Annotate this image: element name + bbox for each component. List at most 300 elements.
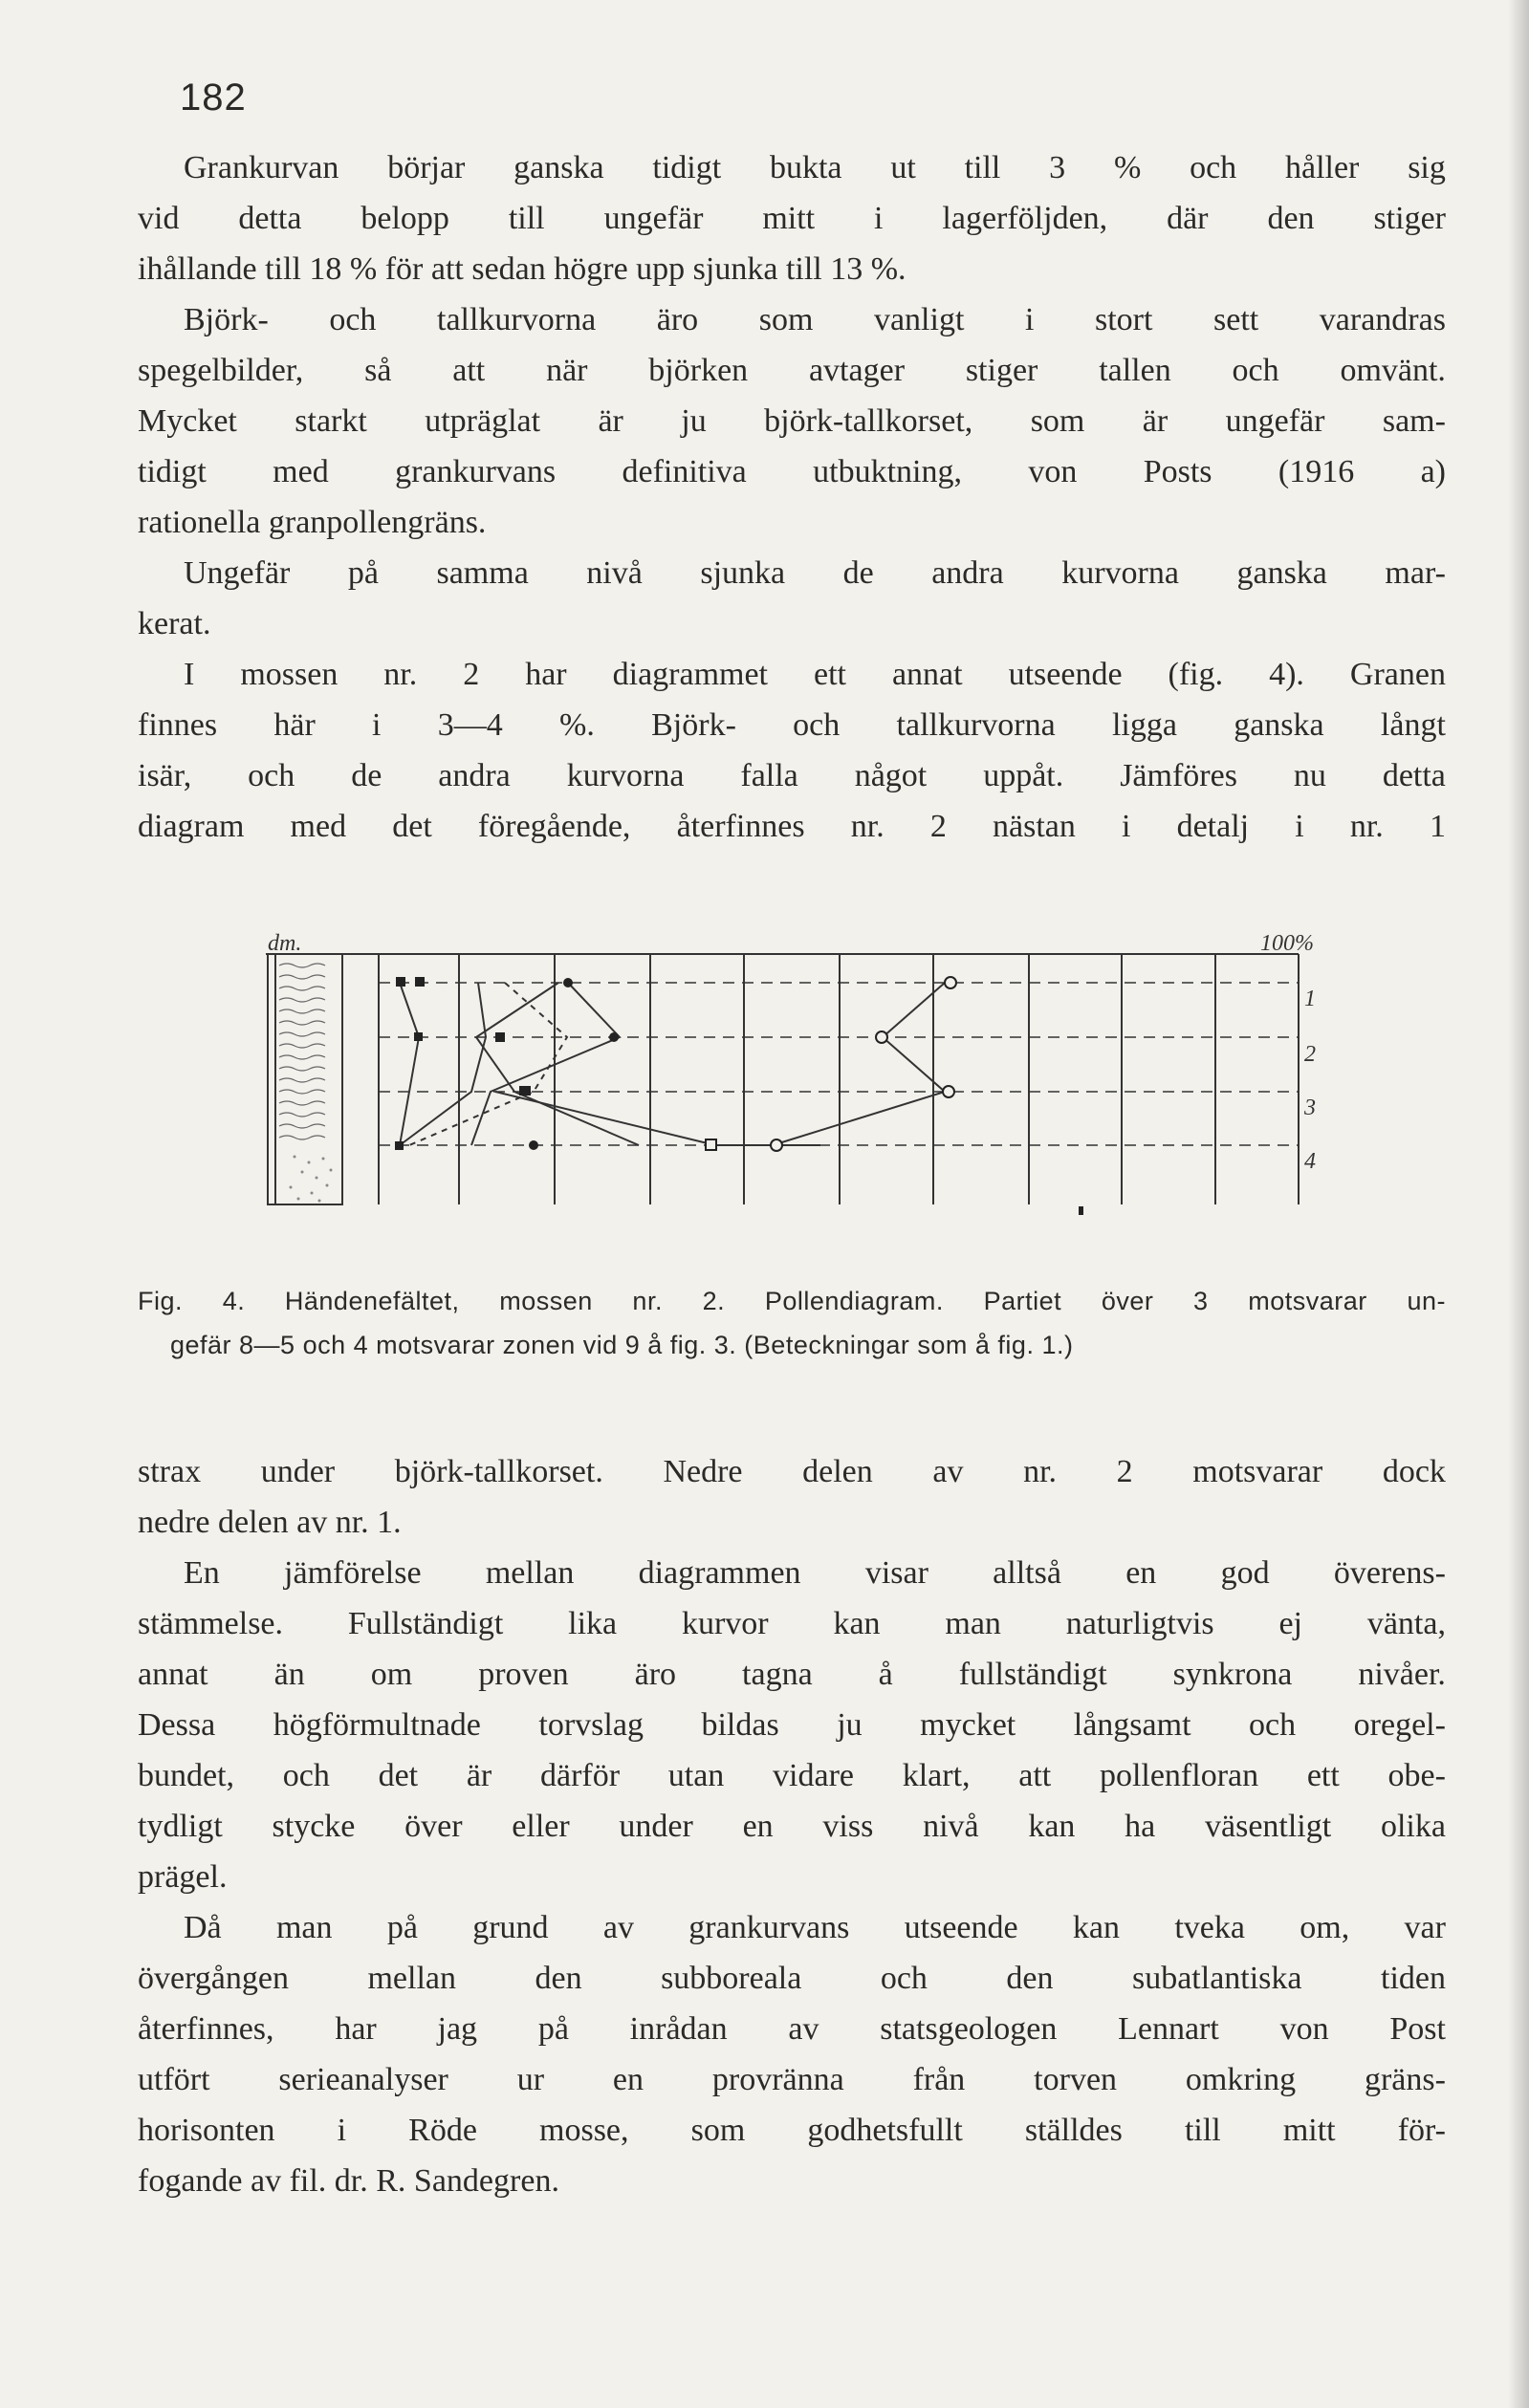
word: definitiva [622, 454, 747, 489]
word: det [392, 809, 432, 844]
word: subboreala [661, 1961, 802, 1996]
text-line: nedre delen av nr. 1. [138, 1505, 402, 1540]
word: lagerföljden, [942, 201, 1108, 236]
word: strax [138, 1454, 202, 1489]
word: obe- [1387, 1758, 1446, 1793]
word: diagram [138, 809, 245, 844]
word: sam- [1382, 403, 1446, 439]
word: ej [1278, 1606, 1303, 1641]
text-line [138, 396, 1446, 446]
word: sig [1408, 150, 1446, 185]
word: på [386, 1910, 418, 1945]
word: andra [931, 555, 1004, 591]
word: på [537, 2011, 569, 2047]
text-line [138, 1902, 1446, 1953]
word: grund [472, 1910, 549, 1945]
word: jag [437, 2011, 478, 2047]
word: pollenfloran [1099, 1758, 1259, 1793]
word: nu [1293, 758, 1326, 793]
word: serieanalyser [278, 2062, 448, 2097]
word: av [932, 1454, 964, 1489]
word: falla [740, 758, 798, 793]
word: mossen [499, 1287, 593, 1315]
word: börjar [387, 150, 466, 185]
word: kurvor [681, 1606, 769, 1641]
word: vidare [773, 1758, 854, 1793]
word: en [612, 2062, 644, 2097]
word: Björk- [184, 302, 269, 337]
word: man [945, 1606, 1001, 1641]
word: diagrammen [638, 1555, 801, 1591]
word: över [404, 1809, 463, 1844]
word: de [842, 555, 874, 591]
word: nr. [1023, 1454, 1058, 1489]
word: god [1220, 1555, 1270, 1591]
text-line [138, 142, 1446, 193]
word: återfinnes, [138, 2011, 274, 2047]
paragraph-1 [138, 142, 1446, 294]
word: Björk- [651, 707, 736, 743]
text-line: ihållande till 18 % för att sedan högre upp sjunka till 13 %. [138, 251, 906, 287]
word: utbuktning, [813, 454, 962, 489]
word: man [275, 1910, 333, 1945]
word: diagrammet [612, 657, 769, 692]
word: en [742, 1809, 774, 1844]
word: mitt [762, 201, 816, 236]
word: en [1125, 1555, 1157, 1591]
word: Dessa [138, 1707, 216, 1743]
paragraph-7 [138, 1902, 1446, 2206]
word: horisonten [138, 2113, 275, 2148]
word: naturligtvis [1065, 1606, 1214, 1641]
word: avtager [808, 353, 906, 388]
word: Lennart [1118, 2011, 1219, 2047]
word: långt [1380, 707, 1446, 743]
text-line: kerat. [138, 606, 211, 641]
word: ha [1125, 1809, 1156, 1844]
word: är [466, 1758, 492, 1793]
word: stycke [272, 1809, 356, 1844]
word: belopp [360, 201, 449, 236]
word: 3 [1193, 1287, 1209, 1315]
word: lika [568, 1606, 618, 1641]
percent-label: 100% [1260, 931, 1314, 956]
word: Posts [1143, 454, 1212, 489]
word: björk-tallkorset. [394, 1454, 603, 1489]
word: överens- [1333, 1555, 1446, 1591]
word: nästan [993, 809, 1076, 844]
depth-label-2: 2 [1304, 1042, 1316, 1067]
word: Grankurvan [184, 150, 339, 185]
word: tallen [1099, 353, 1171, 388]
word: godhetsfullt [807, 2113, 963, 2148]
word: gräns- [1364, 2062, 1446, 2097]
word: björk-tallkorset, [764, 403, 973, 439]
word: som [690, 2113, 746, 2148]
text-line [138, 1598, 1446, 1649]
word: vid [138, 201, 180, 236]
text-line: fogande av fil. dr. R. Sandegren. [138, 2163, 559, 2199]
word: och [329, 302, 377, 337]
word: annat [891, 657, 963, 692]
word: att [1018, 1758, 1052, 1793]
word: här [273, 707, 316, 743]
word: 4. [222, 1287, 246, 1315]
word: % [1113, 150, 1142, 185]
word: torvslag [538, 1707, 644, 1743]
word: bukta [769, 150, 842, 185]
word: mar- [1385, 555, 1446, 591]
word: och [880, 1961, 928, 1996]
page-edge-shadow [1508, 0, 1529, 2408]
word: 4). [1269, 657, 1304, 692]
word: motsvarar [1248, 1287, 1367, 1315]
word: subatlantiska [1131, 1961, 1302, 1996]
word: under [260, 1454, 336, 1489]
text-line: prägel. [138, 1859, 228, 1895]
page-number: 182 [180, 76, 247, 119]
word: varandras [1319, 302, 1446, 337]
text-line [138, 1953, 1446, 2004]
word: nr. [383, 657, 418, 692]
word: av [788, 2011, 819, 2047]
word: till [508, 201, 545, 236]
figure-caption [138, 1279, 1446, 1367]
word: tagna [742, 1657, 813, 1692]
word: ganska [1236, 555, 1327, 591]
word: ungefär [603, 201, 704, 236]
word: isär, [138, 758, 192, 793]
word: statsgeologen [880, 2011, 1058, 2047]
word: ett [1306, 1758, 1340, 1793]
word: mosse, [539, 2113, 629, 2148]
word: kurvorna [566, 758, 685, 793]
word: har [335, 2011, 377, 2047]
word: långsamt [1073, 1707, 1191, 1743]
word: mitt [1282, 2113, 1336, 2148]
word: av [602, 1910, 634, 1945]
word: där [1167, 201, 1209, 236]
word: Post [1389, 2011, 1446, 2047]
word: därför [539, 1758, 621, 1793]
word: fullständigt [958, 1657, 1107, 1692]
depth-unit-label: dm. [268, 931, 302, 956]
word: grankurvans [688, 1910, 850, 1945]
word: nivå [586, 555, 643, 591]
word: i [337, 2113, 347, 2148]
word: utpräglat [425, 403, 541, 439]
curve-birch [495, 1092, 820, 1145]
word: detta [238, 201, 302, 236]
text-line [138, 1700, 1446, 1750]
word: när [546, 353, 588, 388]
word: kan [833, 1606, 881, 1641]
word: 1 [1429, 809, 1446, 844]
word: 2. [702, 1287, 726, 1315]
word: ligga [1111, 707, 1177, 743]
word: 2 [1116, 1454, 1133, 1489]
word: Granen [1349, 657, 1446, 692]
word: utseende [1008, 657, 1123, 692]
word: i [1122, 809, 1131, 844]
word: Nedre [663, 1454, 743, 1489]
word: mellan [367, 1961, 456, 1996]
word: och [1190, 150, 1237, 185]
word: ungefär [1225, 403, 1325, 439]
depth-label-4: 4 [1304, 1149, 1316, 1174]
word: något [854, 758, 928, 793]
depth-label-3: 3 [1304, 1096, 1316, 1120]
word: Ungefär [184, 555, 291, 591]
peat-hatching [279, 964, 325, 1139]
word: nr. [850, 809, 885, 844]
word: a) [1420, 454, 1446, 489]
word: de [351, 758, 382, 793]
word: under [619, 1809, 693, 1844]
word: på [347, 555, 379, 591]
lower-text [138, 1446, 1446, 2206]
word: ganska [513, 150, 604, 185]
text-line [138, 548, 1446, 598]
word: i [1024, 302, 1035, 337]
word: ut [890, 150, 916, 185]
word: omvänt. [1340, 353, 1446, 388]
word: sjunka [700, 555, 786, 591]
word: utfört [138, 2062, 210, 2097]
text-line [138, 750, 1446, 801]
text-line [138, 1750, 1446, 1801]
word: torven [1034, 2062, 1118, 2097]
word: ett [814, 657, 846, 692]
word: klart, [902, 1758, 971, 1793]
word: som [1030, 403, 1085, 439]
word: björken [648, 353, 749, 388]
word: i [372, 707, 382, 743]
word: samma [436, 555, 529, 591]
word: högförmultnade [273, 1707, 481, 1743]
word: tallkurvorna [437, 302, 597, 337]
curve-markers [395, 977, 1083, 1215]
word: bundet, [138, 1758, 235, 1793]
word: sett [1213, 302, 1259, 337]
word: %. [559, 707, 595, 743]
word: annat [138, 1657, 208, 1692]
word: (fig. [1168, 657, 1224, 692]
text-line [138, 649, 1446, 700]
word: övergången [138, 1961, 289, 1996]
text-line [138, 700, 1446, 750]
word: bildas [701, 1707, 779, 1743]
paragraph-6 [138, 1548, 1446, 1902]
word: un- [1407, 1287, 1446, 1315]
word: dock [1382, 1454, 1446, 1489]
word: viss [822, 1809, 874, 1844]
word: utseende [904, 1910, 1018, 1945]
text-line [138, 446, 1446, 497]
word: om, [1300, 1910, 1350, 1945]
word: Då [184, 1910, 222, 1945]
word: Partiet [983, 1287, 1062, 1315]
word: mycket [920, 1707, 1016, 1743]
word: nr. [1349, 809, 1384, 844]
word: inrådan [629, 2011, 728, 2047]
word: nivå [923, 1809, 979, 1844]
word: Jämföres [1120, 758, 1237, 793]
word: uppåt. [983, 758, 1064, 793]
word: provränna [711, 2062, 844, 2097]
word: och [793, 707, 841, 743]
word: Fullständigt [347, 1606, 504, 1641]
paragraph-3 [138, 548, 1446, 649]
word: Pollendiagram. [764, 1287, 944, 1315]
word: grankurvans [395, 454, 557, 489]
word: spegelbilder, [138, 353, 304, 388]
word: tidigt [652, 150, 722, 185]
word: ur [516, 2062, 545, 2097]
upper-text [138, 142, 1446, 852]
word: finnes [138, 707, 218, 743]
word: föregående, [477, 809, 631, 844]
word: och [1232, 353, 1279, 388]
word: i [874, 201, 884, 236]
text-line [138, 294, 1446, 345]
word: tidigt [138, 454, 207, 489]
word: 2 [929, 809, 947, 844]
word: andra [438, 758, 511, 793]
word: kan [1028, 1809, 1076, 1844]
word: för- [1397, 2113, 1446, 2148]
text-line [138, 2105, 1446, 2156]
word: 3—4 [437, 707, 503, 743]
word: motsvarar [1192, 1454, 1323, 1489]
text-line [138, 2004, 1446, 2054]
word: Mycket [138, 403, 237, 439]
pollen-diagram [256, 927, 1327, 1243]
word: till [1184, 2113, 1221, 2148]
caption-line [138, 1279, 1446, 1323]
word: återfinnes [676, 809, 805, 844]
text-line [138, 345, 1446, 396]
word: proven [478, 1657, 569, 1692]
word: eller [512, 1809, 570, 1844]
word: så [364, 353, 392, 388]
word: i [1295, 809, 1304, 844]
word: 3 [1049, 150, 1066, 185]
word: En [184, 1555, 220, 1591]
word: än [273, 1657, 305, 1692]
word: olika [1380, 1809, 1446, 1844]
curve-pine [773, 983, 945, 1145]
word: att [452, 353, 486, 388]
word: håller [1284, 150, 1360, 185]
word: Röde [408, 2113, 477, 2148]
word: den [535, 1961, 582, 1996]
word: 2 [463, 657, 480, 692]
word: och [1249, 1707, 1297, 1743]
word: och [248, 758, 295, 793]
word: var [1404, 1910, 1446, 1945]
text-line [138, 1649, 1446, 1700]
paragraph-2 [138, 294, 1446, 548]
curve-spruce [400, 983, 419, 1145]
word: är [598, 403, 623, 439]
word: med [273, 454, 329, 489]
word: till [964, 150, 1001, 185]
word: delen [802, 1454, 873, 1489]
word: Fig. [138, 1287, 184, 1315]
word: från [912, 2062, 966, 2097]
word: med [290, 809, 347, 844]
word: von [1279, 2011, 1329, 2047]
paragraph-5 [138, 1446, 1446, 1548]
word: mossen [240, 657, 339, 692]
text-line [138, 1548, 1446, 1598]
word: om [370, 1657, 413, 1692]
word: är [1142, 403, 1169, 439]
word: som [758, 302, 814, 337]
word: utan [667, 1758, 725, 1793]
word: ju [681, 403, 707, 439]
word: detalj [1176, 809, 1250, 844]
text-line [138, 2054, 1446, 2105]
text-line [138, 1801, 1446, 1852]
word: omkring [1185, 2062, 1297, 2097]
word: ganska [1234, 707, 1324, 743]
word: tallkurvorna [896, 707, 1056, 743]
word: tveka [1174, 1910, 1245, 1945]
word: alltså [993, 1555, 1061, 1591]
word: äro [656, 302, 699, 337]
word: kan [1072, 1910, 1121, 1945]
pollen-diagram-figure [256, 927, 1327, 1243]
word: ju [837, 1707, 863, 1743]
word: tydligt [138, 1809, 223, 1844]
word: mellan [485, 1555, 575, 1591]
word: vanligt [873, 302, 965, 337]
word: starkt [295, 403, 367, 439]
word: von [1028, 454, 1078, 489]
word: och [282, 1758, 330, 1793]
word: stämmelse. [138, 1606, 284, 1641]
text-line: rationella granpollengräns. [138, 505, 487, 540]
word: Händenefältet, [284, 1287, 460, 1315]
word: (1916 [1278, 454, 1355, 489]
word: tiden [1381, 1961, 1446, 1996]
word: kurvorna [1061, 555, 1179, 591]
word: den [1267, 201, 1315, 236]
word: nivåer. [1358, 1657, 1446, 1692]
word: ställdes [1024, 2113, 1123, 2148]
sand-dots [290, 1156, 333, 1203]
word: I [184, 657, 195, 692]
word: väsentligt [1205, 1809, 1332, 1844]
word: äro [634, 1657, 677, 1692]
word: visar [864, 1555, 928, 1591]
word: över [1101, 1287, 1154, 1315]
depth-label-1: 1 [1304, 987, 1316, 1011]
curve-a [400, 983, 486, 1145]
word: nr. [632, 1287, 663, 1315]
text-line [138, 193, 1446, 244]
word: det [378, 1758, 419, 1793]
word: vänta, [1366, 1606, 1446, 1641]
word: oregel- [1353, 1707, 1446, 1743]
text-line [138, 801, 1446, 852]
percent-grid-verticals [379, 954, 1299, 1204]
paragraph-4 [138, 649, 1446, 852]
curve-c [471, 983, 620, 1145]
word: detta [1382, 758, 1446, 793]
